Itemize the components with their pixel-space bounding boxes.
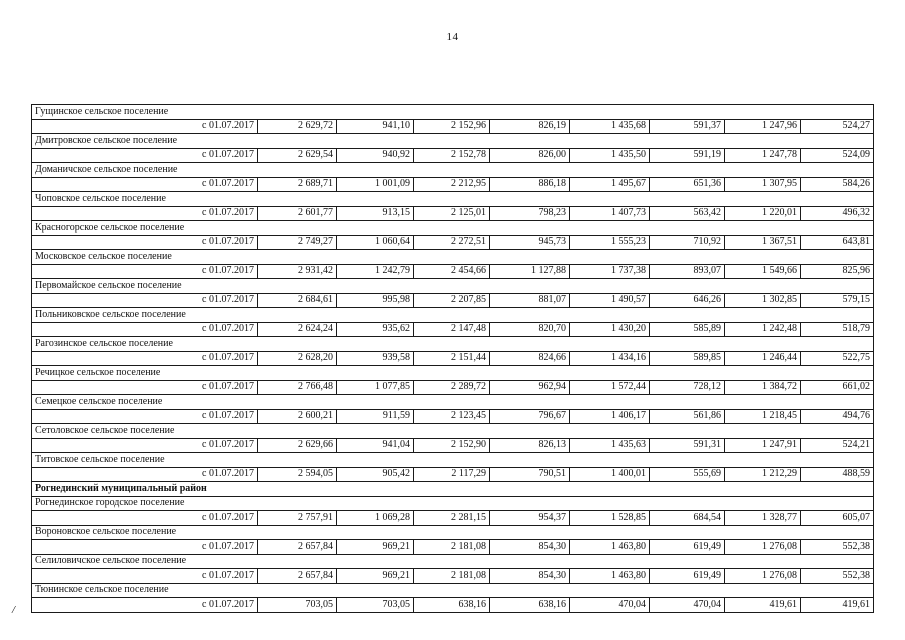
value-cell: 1 247,78 [725,148,801,163]
effective-date-cell: с 01.07.2017 [32,177,258,192]
effective-date-cell: с 01.07.2017 [32,293,258,308]
value-cell: 940,92 [337,148,414,163]
value-cell: 728,12 [650,380,725,395]
value-cell: 552,38 [801,540,874,555]
tariff-table [31,104,874,613]
table-row-values [32,264,874,279]
settlement-name-cell: Красногорское сельское поселение [32,221,874,236]
value-cell: 2 123,45 [414,409,490,424]
value-cell: 2 125,01 [414,206,490,221]
value-cell: 563,42 [650,206,725,221]
value-cell: 1 528,85 [570,511,650,526]
value-cell: 591,19 [650,148,725,163]
table-row-settlement [32,308,874,323]
settlement-name-cell: Речицкое сельское поселение [32,366,874,381]
effective-date-cell: с 01.07.2017 [32,380,258,395]
value-cell: 1 127,88 [490,264,570,279]
margin-mark: / [12,604,16,616]
table-row-values [32,511,874,526]
value-cell: 2 289,72 [414,380,490,395]
value-cell: 1 407,73 [570,206,650,221]
settlement-name-cell: Селиловичское сельское поселение [32,554,874,569]
value-cell: 470,04 [570,598,650,613]
effective-date-cell: с 01.07.2017 [32,119,258,134]
value-cell: 2 117,29 [414,467,490,482]
table-row-settlement [32,221,874,236]
value-cell: 684,54 [650,511,725,526]
value-cell: 2 629,72 [258,119,337,134]
value-cell: 969,21 [337,540,414,555]
settlement-name-cell: Доманичское сельское поселение [32,163,874,178]
value-cell: 2 629,66 [258,438,337,453]
value-cell: 1 077,85 [337,380,414,395]
value-cell: 524,21 [801,438,874,453]
value-cell: 585,89 [650,322,725,337]
value-cell: 2 624,24 [258,322,337,337]
table-row-values [32,409,874,424]
value-cell: 1 242,79 [337,264,414,279]
value-cell: 939,58 [337,351,414,366]
value-cell: 913,15 [337,206,414,221]
value-cell: 1 435,63 [570,438,650,453]
value-cell: 881,07 [490,293,570,308]
value-cell: 661,02 [801,380,874,395]
value-cell: 905,42 [337,467,414,482]
table-row-settlement [32,279,874,294]
value-cell: 522,75 [801,351,874,366]
value-cell: 1 434,16 [570,351,650,366]
value-cell: 2 749,27 [258,235,337,250]
value-cell: 638,16 [490,598,570,613]
value-cell: 524,27 [801,119,874,134]
value-cell: 1 069,28 [337,511,414,526]
value-cell: 646,26 [650,293,725,308]
value-cell: 2 152,90 [414,438,490,453]
table-row-settlement [32,453,874,468]
value-cell: 798,23 [490,206,570,221]
value-cell: 1 400,01 [570,467,650,482]
value-cell: 591,37 [650,119,725,134]
value-cell: 995,98 [337,293,414,308]
value-cell: 1 246,44 [725,351,801,366]
value-cell: 854,30 [490,540,570,555]
settlement-name-cell: Гущинское сельское поселение [32,105,874,120]
table-row-values [32,148,874,163]
effective-date-cell: с 01.07.2017 [32,598,258,613]
settlement-name-cell: Вороновское сельское поселение [32,525,874,540]
value-cell: 796,67 [490,409,570,424]
value-cell: 494,76 [801,409,874,424]
value-cell: 2 152,96 [414,119,490,134]
value-cell: 1 490,57 [570,293,650,308]
settlement-name-cell: Чоповское сельское поселение [32,192,874,207]
value-cell: 552,38 [801,569,874,584]
effective-date-cell: с 01.07.2017 [32,467,258,482]
value-cell: 945,73 [490,235,570,250]
value-cell: 1 001,09 [337,177,414,192]
table-row-settlement [32,250,874,265]
table-row-values [32,293,874,308]
value-cell: 579,15 [801,293,874,308]
value-cell: 826,19 [490,119,570,134]
value-cell: 2 181,08 [414,540,490,555]
effective-date-cell: с 01.07.2017 [32,148,258,163]
value-cell: 954,37 [490,511,570,526]
value-cell: 1 406,17 [570,409,650,424]
effective-date-cell: с 01.07.2017 [32,569,258,584]
value-cell: 419,61 [801,598,874,613]
settlement-name-cell: Сетоловское сельское поселение [32,424,874,439]
value-cell: 2 601,77 [258,206,337,221]
settlement-name-cell: Титовское сельское поселение [32,453,874,468]
value-cell: 1 737,38 [570,264,650,279]
settlement-name-cell: Первомайское сельское поселение [32,279,874,294]
value-cell: 1 212,29 [725,467,801,482]
value-cell: 2 628,20 [258,351,337,366]
table-row-settlement [32,163,874,178]
value-cell: 820,70 [490,322,570,337]
value-cell: 2 281,15 [414,511,490,526]
effective-date-cell: с 01.07.2017 [32,235,258,250]
value-cell: 824,66 [490,351,570,366]
table-row-values [32,467,874,482]
table-row-values [32,206,874,221]
value-cell: 825,96 [801,264,874,279]
value-cell: 619,49 [650,569,725,584]
value-cell: 591,31 [650,438,725,453]
value-cell: 524,09 [801,148,874,163]
value-cell: 911,59 [337,409,414,424]
value-cell: 651,36 [650,177,725,192]
value-cell: 584,26 [801,177,874,192]
value-cell: 1 463,80 [570,569,650,584]
settlement-name-cell: Семецкое сельское поселение [32,395,874,410]
value-cell: 893,07 [650,264,725,279]
value-cell: 1 367,51 [725,235,801,250]
effective-date-cell: с 01.07.2017 [32,322,258,337]
value-cell: 1 242,48 [725,322,801,337]
value-cell: 969,21 [337,569,414,584]
value-cell: 2 600,21 [258,409,337,424]
value-cell: 2 594,05 [258,467,337,482]
value-cell: 703,05 [258,598,337,613]
value-cell: 2 689,71 [258,177,337,192]
table-row-settlement [32,525,874,540]
value-cell: 2 181,08 [414,569,490,584]
value-cell: 605,07 [801,511,874,526]
value-cell: 854,30 [490,569,570,584]
value-cell: 2 766,48 [258,380,337,395]
value-cell: 1 247,91 [725,438,801,453]
table-row-values [32,177,874,192]
settlement-name-cell: Польниковское сельское поселение [32,308,874,323]
value-cell: 1 220,01 [725,206,801,221]
value-cell: 2 454,66 [414,264,490,279]
table-row-values [32,380,874,395]
value-cell: 488,59 [801,467,874,482]
table-row-values [32,598,874,613]
effective-date-cell: с 01.07.2017 [32,409,258,424]
value-cell: 1 463,80 [570,540,650,555]
value-cell: 941,04 [337,438,414,453]
effective-date-cell: с 01.07.2017 [32,264,258,279]
value-cell: 1 218,45 [725,409,801,424]
effective-date-cell: с 01.07.2017 [32,511,258,526]
table-body [32,105,874,613]
table-row-values [32,351,874,366]
value-cell: 2 684,61 [258,293,337,308]
value-cell: 1 276,08 [725,569,801,584]
settlement-name-cell: Московское сельское поселение [32,250,874,265]
value-cell: 2 757,91 [258,511,337,526]
value-cell: 710,92 [650,235,725,250]
settlement-name-cell: Дмитровское сельское поселение [32,134,874,149]
settlement-name-cell: Рогнединское городское поселение [32,496,874,511]
value-cell: 826,13 [490,438,570,453]
value-cell: 470,04 [650,598,725,613]
value-cell: 2 629,54 [258,148,337,163]
table-row-district [32,482,874,497]
value-cell: 1 430,20 [570,322,650,337]
value-cell: 496,32 [801,206,874,221]
value-cell: 941,10 [337,119,414,134]
value-cell: 619,49 [650,540,725,555]
value-cell: 419,61 [725,598,801,613]
value-cell: 935,62 [337,322,414,337]
value-cell: 2 152,78 [414,148,490,163]
value-cell: 1 328,77 [725,511,801,526]
value-cell: 2 657,84 [258,540,337,555]
effective-date-cell: с 01.07.2017 [32,351,258,366]
value-cell: 962,94 [490,380,570,395]
table-row-settlement [32,105,874,120]
value-cell: 1 549,66 [725,264,801,279]
value-cell: 1 555,23 [570,235,650,250]
value-cell: 555,69 [650,467,725,482]
value-cell: 2 657,84 [258,569,337,584]
value-cell: 1 247,96 [725,119,801,134]
value-cell: 1 384,72 [725,380,801,395]
settlement-name-cell: Тюнинское сельское поселение [32,583,874,598]
table-row-values [32,540,874,555]
table-row-settlement [32,134,874,149]
page-number: 14 [446,31,459,43]
value-cell: 638,16 [414,598,490,613]
value-cell: 1 435,50 [570,148,650,163]
table-row-values [32,569,874,584]
table-row-values [32,322,874,337]
value-cell: 1 435,68 [570,119,650,134]
district-name-cell: Рогнединский муниципальный район [32,482,874,497]
value-cell: 643,81 [801,235,874,250]
value-cell: 1 060,64 [337,235,414,250]
value-cell: 589,85 [650,351,725,366]
table-row-settlement [32,424,874,439]
effective-date-cell: с 01.07.2017 [32,540,258,555]
table-row-settlement [32,496,874,511]
value-cell: 790,51 [490,467,570,482]
value-cell: 1 276,08 [725,540,801,555]
table-row-settlement [32,366,874,381]
value-cell: 1 572,44 [570,380,650,395]
value-cell: 1 302,85 [725,293,801,308]
value-cell: 2 212,95 [414,177,490,192]
value-cell: 561,86 [650,409,725,424]
value-cell: 1 495,67 [570,177,650,192]
value-cell: 826,00 [490,148,570,163]
value-cell: 2 272,51 [414,235,490,250]
value-cell: 1 307,95 [725,177,801,192]
effective-date-cell: с 01.07.2017 [32,438,258,453]
table-row-settlement [32,337,874,352]
value-cell: 703,05 [337,598,414,613]
table-row-values [32,438,874,453]
table-row-settlement [32,395,874,410]
value-cell: 2 151,44 [414,351,490,366]
effective-date-cell: с 01.07.2017 [32,206,258,221]
table-row-values [32,119,874,134]
table-row-settlement [32,554,874,569]
value-cell: 2 147,48 [414,322,490,337]
table-row-values [32,235,874,250]
table-row-settlement [32,192,874,207]
table-row-settlement [32,583,874,598]
value-cell: 2 931,42 [258,264,337,279]
value-cell: 886,18 [490,177,570,192]
settlement-name-cell: Рагозинское сельское поселение [32,337,874,352]
value-cell: 2 207,85 [414,293,490,308]
value-cell: 518,79 [801,322,874,337]
